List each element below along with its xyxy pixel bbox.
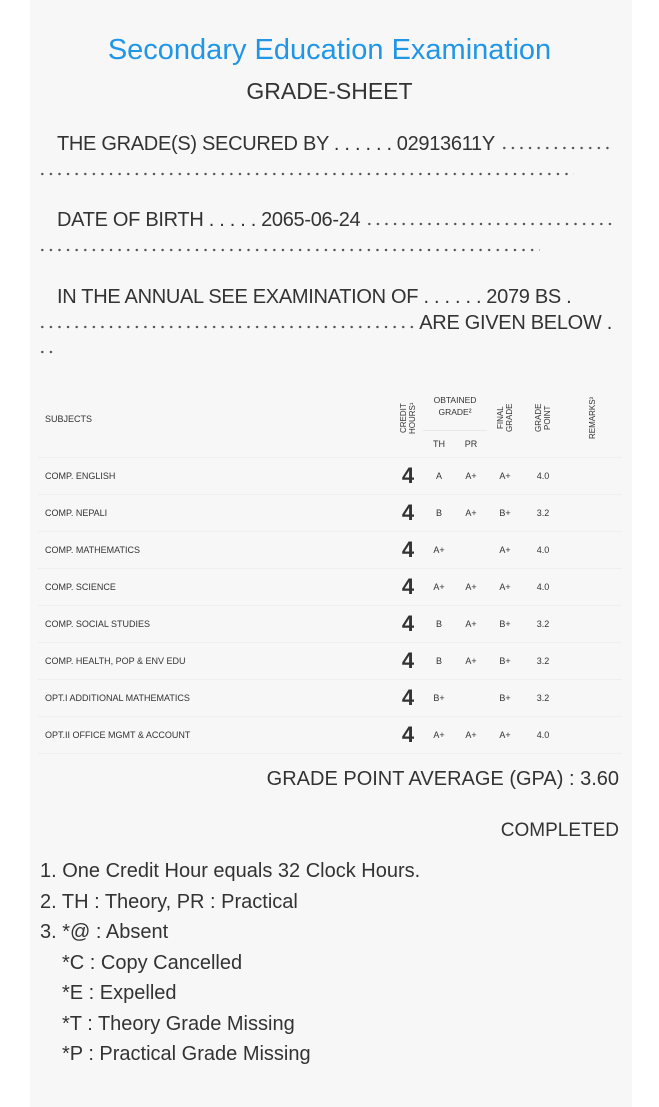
given-below-line [38,312,612,335]
credit-hours-cell: 4 [393,642,423,679]
theory-grade-cell: A [423,457,455,494]
footnote: *E : Expelled [62,982,177,1004]
header-credit-hours: CREDIT HOURS¹ [399,402,417,435]
grade-point-cell: 3.2 [523,642,563,679]
given-below-label: ARE GIVEN BELOW . [419,312,612,334]
theory-grade-cell: A+ [423,568,455,605]
credit-hours-cell: 4 [393,716,423,753]
final-grade-cell: B+ [487,642,523,679]
table-row [38,457,622,494]
dotted-filler [38,350,56,354]
subject-cell: COMP. SOCIAL STUDIES [38,605,393,642]
dotted-filler [365,222,612,226]
credit-hours-cell: 4 [393,531,423,568]
table-row [38,531,622,568]
subject-cell: COMP. HEALTH, POP & ENV EDU [38,642,393,679]
result-status: COMPLETED [500,820,619,841]
table-row [38,568,622,605]
subject-cell: COMP. NEPALI [38,494,393,531]
exam-label: IN THE ANNUAL SEE EXAMINATION OF . . . . . . [57,286,482,308]
credit-hours-cell: 4 [393,457,423,494]
grade-point-cell: 4.0 [523,457,563,494]
practical-grade-cell: A+ [455,716,487,753]
theory-grade-cell: B+ [423,679,455,716]
footnote: *C : Copy Cancelled [62,951,243,974]
remarks-cell [563,679,622,716]
footnote: *P : Practical Grade Missing [62,1043,311,1065]
page-title: Secondary Education Examination [107,34,552,66]
header-final-grade: FINAL GRADE [496,404,514,433]
grade-point-cell: 4.0 [523,531,563,568]
grade-point-cell: 4.0 [523,568,563,605]
final-grade-cell: B+ [487,605,523,642]
practical-grade-cell: A+ [455,642,487,679]
remarks-cell [563,494,622,531]
remarks-cell [563,531,622,568]
theory-grade-cell: A+ [423,716,455,753]
header-pr: PR [455,430,487,457]
final-grade-cell: A+ [487,531,523,568]
exam-year: 2079 BS . [486,286,572,308]
subject-cell: OPT.I ADDITIONAL MATHEMATICS [38,679,393,716]
remarks-cell [563,457,622,494]
theory-grade-cell: B [423,494,455,531]
table-row [38,642,622,679]
practical-grade-cell: A+ [455,494,487,531]
dotted-filler [38,325,414,329]
final-grade-cell: B+ [487,679,523,716]
final-grade-cell: A+ [487,457,523,494]
grade-point-cell: 3.2 [523,679,563,716]
exam-line [57,286,571,309]
dotted-filler [38,172,574,176]
header-obtained-grade: OBTAINED GRADE² [423,382,487,430]
dotted-filler [38,248,540,252]
table-row [38,494,622,531]
symbol-number: 02913611Y [396,133,495,155]
footnote: 2. TH : Theory, PR : Practical [40,890,298,913]
final-grade-cell: A+ [487,716,523,753]
practical-grade-cell [455,679,487,716]
header-th: TH [423,430,455,457]
footnote: *T : Theory Grade Missing [62,1012,295,1035]
grade-point-cell: 3.2 [523,494,563,531]
credit-hours-cell: 4 [393,605,423,642]
theory-grade-cell: B [423,605,455,642]
theory-grade-cell: B [423,642,455,679]
page-subtitle: GRADE-SHEET [246,78,413,104]
subject-cell: COMP. MATHEMATICS [38,531,393,568]
dotted-filler [500,146,612,150]
credit-hours-cell: 4 [393,568,423,605]
secured-by-line [57,133,612,156]
remarks-cell [563,642,622,679]
practical-grade-cell: A+ [455,457,487,494]
subject-cell: COMP. SCIENCE [38,568,393,605]
final-grade-cell: B+ [487,494,523,531]
table-row [38,605,622,642]
credit-hours-cell: 4 [393,679,423,716]
header-remarks: REMARKS³ [588,397,597,440]
gpa-summary: GRADE POINT AVERAGE (GPA) : 3.60 [266,768,619,790]
header-subjects: SUBJECTS [38,382,393,457]
table-row [38,716,622,753]
table-row [38,679,622,716]
dob-line [57,209,612,232]
grade-point-cell: 3.2 [523,605,563,642]
header-grade-point: GRADE POINT [534,404,552,433]
credit-hours-cell: 4 [393,494,423,531]
footnote: 1. One Credit Hour equals 32 Clock Hours. [40,860,421,882]
practical-grade-cell: A+ [455,605,487,642]
remarks-cell [563,568,622,605]
subject-cell: COMP. ENGLISH [38,457,393,494]
dob-label: DATE OF BIRTH . . . . . [57,209,257,231]
grade-point-cell: 4.0 [523,716,563,753]
dob-value: 2065-06-24 [261,209,361,231]
footnote: 3. *@ : Absent [40,921,169,943]
remarks-cell [563,605,622,642]
footnotes [40,856,420,1070]
remarks-cell [563,716,622,753]
secured-by-label: THE GRADE(S) SECURED BY . . . . . . [57,133,392,155]
practical-grade-cell [455,531,487,568]
theory-grade-cell: A+ [423,531,455,568]
grades-table [38,382,622,754]
subject-cell: OPT.II OFFICE MGMT & ACCOUNT [38,716,393,753]
practical-grade-cell: A+ [455,568,487,605]
final-grade-cell: A+ [487,568,523,605]
